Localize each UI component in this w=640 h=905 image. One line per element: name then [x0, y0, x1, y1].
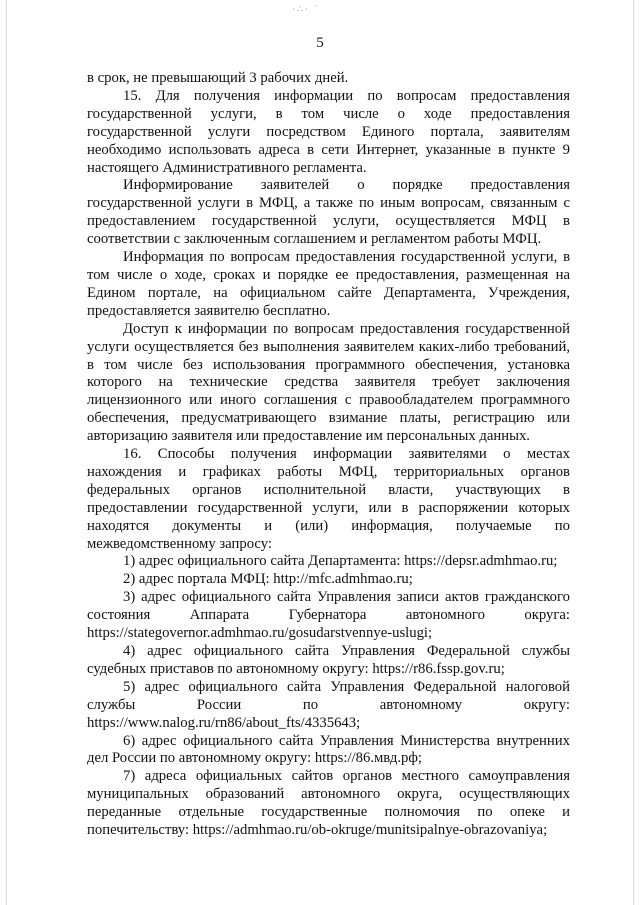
- document-body: [87, 70, 570, 840]
- paragraph-free-information: Информация по вопросам предоставления государственной услуги, в том числе о ходе, сроках и порядке ее предоставления, размещенная на Едином портале, на официальном сайте Департамента, Учреждения, предоставляется заявителю бесплатно.: [87, 249, 570, 319]
- scan-edge-right: [633, 0, 634, 905]
- list-item-2: 2) адрес портала МФЦ: http://mfc.admhmao.ru;: [123, 571, 413, 588]
- list-item-6: 6) адрес официального сайта Управления Министерства внутренних дел России по автономному округу: https://86.мвд.рф;: [87, 732, 570, 767]
- paragraph-access-to-information: Доступ к информации по вопросам предоставления государственной услуги осуществляется без выполнения заявителем каких-либо требований, в том числе без использования программного обеспечения, установка которого на технические средства заявителя требует заключения лицензионного или иного соглашения с правообладателем программного обеспечения, предусматривающего взимание платы, регистрацию или авторизацию заявителя или предоставление им персональных данных.: [87, 320, 570, 445]
- paragraph-item-15: 15. Для получения информации по вопросам предоставления государственной услуги, в том числе о ходе предоставления государственной услуги посредством Единого портала, заявителям необходимо использовать адреса в сети Интернет, указанные в пункте 9 настоящего Административного регламента.: [87, 87, 570, 176]
- scan-edge-left: [6, 0, 7, 905]
- list-item-1: 1) адрес официального сайта Департамента: https://depsr.admhmao.ru;: [123, 553, 558, 570]
- list-item-4: 4) адрес официального сайта Управления Федеральной службы судебных приставов по автономному округу: https://r86.fssp.gov.ru;: [87, 643, 570, 677]
- paragraph-item-16: 16. Способы получения информации заявителями о местах нахождения и графиках работы МФЦ, территориальных органов федеральных органов исполнительной власти, участвующих в предоставлении государственной услуги, или в распоряжении которых находятся документы и (или) информация, получаемые по межведомственному запросу:: [87, 446, 570, 552]
- paragraph-continuation: в срок, не превышающий 3 рабочих дней.: [87, 70, 349, 86]
- list-item-5: 5) адрес официального сайта Управления Федеральной налоговой службы России по автономному округу: https://www.nalog.ru/rn86/about_fts/4335643;: [87, 678, 570, 731]
- page-number: 5: [316, 35, 324, 51]
- scan-artifact: ·∴· ˙: [292, 4, 319, 14]
- paragraph-mfc-informing: Информирование заявителей о порядке предоставления государственной услуги в МФЦ, а также по иным вопросам, связанным с предоставлением государственной услуги, осуществляется МФЦ в соответствии с заключенным соглашением и регламентом работы МФЦ.: [87, 177, 570, 248]
- list-item-3: 3) адрес официального сайта Управления записи актов гражданского состояния Аппарата Губернатора автономного округа: https://stategovernor.admhmao.ru/gosudarstvennye-uslugi;: [87, 589, 570, 642]
- list-item-7: 7) адреса официальных сайтов органов местного самоуправления муниципальных образований автономного округа, осуществляющих переданные отдельные государственные полномочия по опеке и попечительству: https://admhmao.ru/ob-okruge/munitsipalnye-obrazovaniya;: [87, 768, 570, 839]
